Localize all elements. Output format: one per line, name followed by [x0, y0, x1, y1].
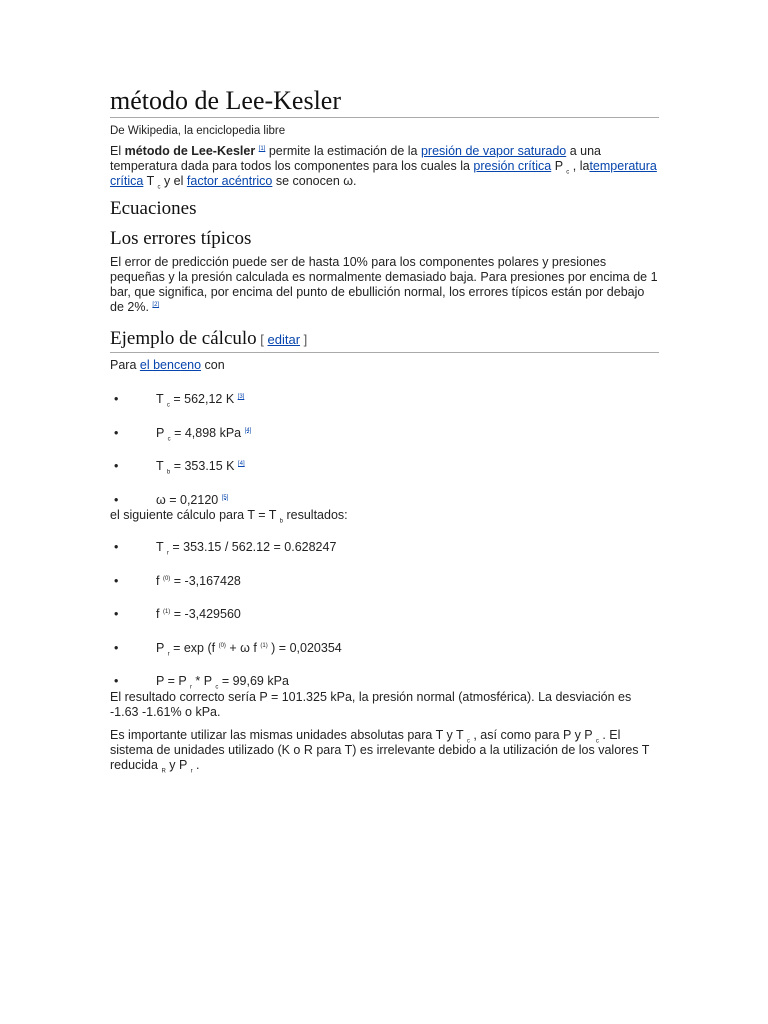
site-tagline: De Wikipedia, la enciclopedia libre [110, 125, 286, 137]
subscript: b [166, 469, 171, 476]
properties-list [110, 391, 659, 525]
bullet-icon: • [114, 573, 119, 588]
list-item [110, 492, 659, 526]
bullet-icon: • [114, 540, 119, 554]
ref-link-3[interactable]: [3] [237, 393, 245, 400]
final-text: , así como para P y P [469, 727, 596, 742]
link-benceno[interactable]: el benceno [139, 358, 202, 372]
subscript: r [189, 684, 192, 691]
link-presion-vapor[interactable]: presión de vapor saturado [420, 144, 567, 158]
bullet-icon: • [114, 674, 119, 688]
list-item [110, 606, 659, 640]
link-factor-acentrico[interactable]: factor acéntrico [186, 174, 273, 188]
subscript: c [566, 169, 570, 176]
link-temperatura-critica[interactable]: temperatura crítica [110, 159, 657, 188]
item-text: = 4,898 kPa [170, 425, 245, 440]
para-text: con [201, 358, 225, 372]
intro-paragraph [110, 144, 659, 189]
item-text: f [156, 607, 163, 621]
item-text: T [156, 540, 167, 554]
list-item [110, 573, 659, 607]
heading-ejemplo-text: Ejemplo de cálculo [110, 328, 257, 349]
list-item [110, 640, 659, 674]
subscript: c [466, 738, 470, 744]
subscript: r [166, 550, 169, 557]
item-text: T [156, 459, 167, 473]
para-benceno [110, 358, 659, 373]
heading-ejemplo [110, 327, 659, 353]
final-text: . El sistema de unidades utilizado (K o R para T) es irrelevante debido a la utilización de los valores T reducida [110, 727, 650, 772]
item-text: ω = 0,2120 [156, 492, 222, 507]
subscript: b [279, 518, 284, 525]
subscript: r [167, 651, 170, 657]
bullet-icon: • [114, 459, 119, 473]
list-item [110, 391, 659, 425]
final-paragraph [110, 728, 659, 773]
item-text: f [156, 573, 163, 588]
item-text: = 99,69 kPa [218, 674, 289, 688]
item-text: = 562,12 K [169, 392, 238, 406]
subscript: r [190, 768, 193, 774]
edit-bracket-close: ] [300, 332, 308, 347]
final-text: y P [165, 757, 191, 772]
item-text: ) = 0,020354 [267, 640, 342, 655]
bullet-icon: • [114, 425, 119, 440]
item-text: P = P [156, 674, 190, 688]
list-item [110, 425, 659, 459]
ref-link-1[interactable]: [1] [258, 145, 266, 152]
para-text: Para [110, 358, 140, 372]
item-text: P [156, 640, 168, 655]
final-text: . [192, 757, 200, 772]
subscript: c [157, 184, 161, 191]
item-text: * P [191, 674, 216, 688]
bullet-icon: • [114, 392, 119, 406]
article-content [110, 86, 659, 781]
intro-text: , la [569, 159, 590, 173]
item-text: = exp (f [169, 640, 219, 655]
item-text: = 353.15 K [170, 459, 238, 473]
superscript: (0) [218, 642, 226, 649]
ref-link-4b[interactable]: [4] [238, 460, 245, 467]
subscript: c [166, 402, 170, 409]
superscript: (1) [162, 608, 171, 615]
ref-link-4[interactable]: [4] [244, 427, 252, 434]
ref-link-5[interactable]: [5] [221, 494, 229, 501]
list-item [110, 539, 659, 573]
item-text: = -3,429560 [170, 607, 241, 621]
heading-errores: Los errores típicos [110, 228, 252, 249]
bullet-icon: • [114, 492, 119, 507]
edit-link[interactable]: editar [267, 332, 301, 347]
bullet-icon: • [114, 640, 119, 655]
intro-bold-term: método de Lee-Kesler [124, 144, 256, 158]
intro-text: P [551, 159, 567, 173]
calc-text: resultados: [283, 508, 348, 522]
result-paragraph: El resultado correcto sería P = 101.325 kPa, la presión normal (atmosférica). La desviación es -1.63 -1.61% o kPa. [110, 689, 632, 719]
item-text: = 353.15 / 562.12 = 0.628247 [168, 540, 337, 554]
item-text: = -3,167428 [170, 573, 241, 588]
item-text: P [156, 425, 168, 440]
edit-bracket-open: [ [256, 332, 268, 347]
errores-paragraph [110, 255, 659, 315]
heading-ecuaciones: Ecuaciones [110, 198, 197, 219]
intro-text: T [143, 174, 158, 188]
final-text: Es importante utilizar las mismas unidades absolutas para T y T [110, 727, 467, 742]
item-text: T [156, 392, 167, 406]
subscript: c [595, 738, 599, 744]
errores-text: El error de predicción puede ser de hasta 10% para los componentes polares y presiones pequeñas y la presión calculada es normalmente demasiado baja. Para presiones por encima de 1 bar, que significa, por encima del punto de ebullición normal, los errores típicos están por debajo de 2%. [110, 255, 658, 314]
bullet-icon: • [114, 607, 119, 621]
intro-text: a una temperatura dada para todos los componentes para los cuales la [110, 144, 601, 173]
intro-text: y el [160, 174, 187, 188]
subscript: c [215, 684, 219, 691]
calculation-list [110, 539, 659, 707]
superscript: (0) [162, 575, 171, 582]
link-presion-critica[interactable]: presión crítica [473, 159, 552, 173]
list-item [110, 673, 659, 707]
list-item [110, 458, 659, 492]
intro-text: se conocen ω. [272, 174, 357, 188]
item-text: + ω f [225, 640, 261, 655]
intro-text: permite la estimación de la [265, 144, 421, 158]
edit-section [257, 332, 308, 347]
superscript: (1) [260, 642, 268, 649]
subscript: c [167, 436, 171, 442]
calc-text: el siguiente cálculo para T = T [110, 508, 280, 522]
page-title: método de Lee-Kesler [110, 86, 659, 118]
ref-link-2[interactable]: [2] [152, 301, 160, 308]
subscript: R [161, 768, 166, 774]
intro-text: El [110, 144, 125, 158]
